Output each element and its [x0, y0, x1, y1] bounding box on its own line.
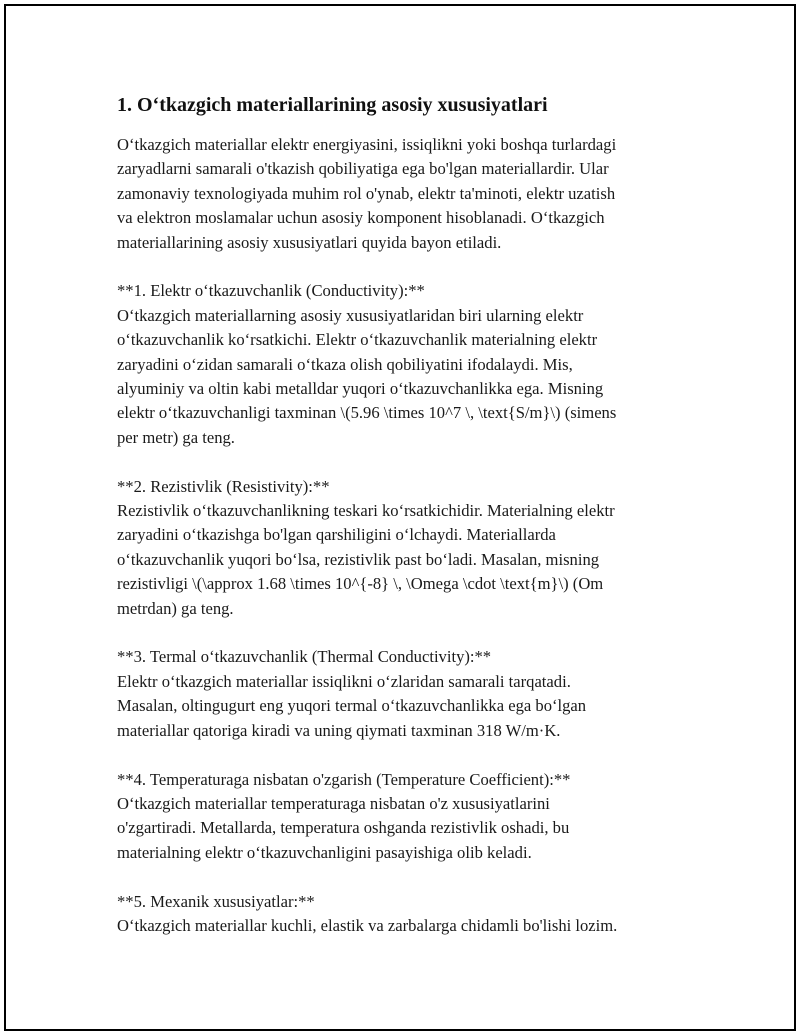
section-5-body: O‘tkazgich materiallar kuchli, elastik va zarbalarga chidamli bo'lishi lozim. [117, 915, 618, 935]
paragraph-gap [117, 743, 677, 767]
paragraph-gap [117, 450, 677, 474]
paragraph-gap [117, 255, 677, 279]
paragraph-gap [117, 621, 677, 645]
section-3-body: Elektr o‘tkazgich materiallar issiqlikni o‘zlaridan samarali tarqatadi. Masalan, oltingugurt eng yuqori termal o‘tkazuvchanlikka ega bo‘lgan materiallar qatoriga kiradi va uning qiymati taxminan 318 W/m·K. [117, 671, 587, 740]
section-1-title: **1. Elektr o‘tkazuvchanlik (Conductivity):** [117, 281, 425, 301]
section-4-body: O‘tkazgich materiallar temperaturaga nisbatan o'z xususiyatlarini o'zgartiradi. Metallarda, temperatura oshganda rezistivlik oshadi, bu materialning elektr o‘tkazuvchanligini pasayishiga olib keladi. [117, 793, 570, 862]
section-2-body: Rezistivlik o‘tkazuvchanlikning teskari ko‘rsatkichidir. Materialning elektr zaryadini o‘tkazishga bo'lgan qarshiligini o‘lchaydi. Materiallarda o‘tkazuvchanlik yuqori bo‘lsa, rezistivlik past bo‘ladi. Masalan, misning rezistivligi \(\approx 1.68 \times 10^{-8} \, \Omega \cdot \text{m}\) (Om metrdan) ga teng. [117, 501, 615, 618]
section-3-title: **3. Termal o‘tkazuvchanlik (Thermal Conductivity):** [117, 647, 492, 667]
section-2-title: **2. Rezistivlik (Resistivity):** [117, 476, 330, 496]
page-title: 1. O‘tkazgich materiallarining asosiy xususiyatlari [117, 94, 548, 116]
section-4-title: **4. Temperaturaga nisbatan o'zgarish (Temperature Coefficient):** [117, 769, 571, 789]
paragraph-gap [117, 865, 677, 889]
section-1-body: O‘tkazgich materiallarning asosiy xususiyatlaridan biri ularning elektr o‘tkazuvchanlik ko‘rsatkichi. Elektr o‘tkazuvchanlik materialning elektr zaryadini o‘zidan samarali o‘tkaza olish qobiliyatini ifodalaydi. Mis, alyuminiy va oltin kabi metalldar yuqori o‘tkazuvchanlikka ega. Misning elektr o‘tkazuvchanligi taxminan \(5.96 \times 10^7 \, \text{S/m}\) (simens per metr) ga teng. [117, 305, 617, 447]
document-body [117, 92, 677, 938]
intro-paragraph: O‘tkazgich materiallar elektr energiyasini, issiqlikni yoki boshqa turlardagi zaryadlarni samarali o'tkazish qobiliyatiga ega bo'lgan materiallardir. Ular zamonaviy texnologiyada muhim rol o'ynab, elektr ta'minoti, elektr uzatish va elektron moslamalar uchun asosiy komponent hisoblanadi. O‘tkazgich materiallarining asosiy xususiyatlari quyida bayon etiladi. [117, 135, 617, 252]
section-5-title: **5. Mexanik xususiyatlar:** [117, 891, 315, 911]
